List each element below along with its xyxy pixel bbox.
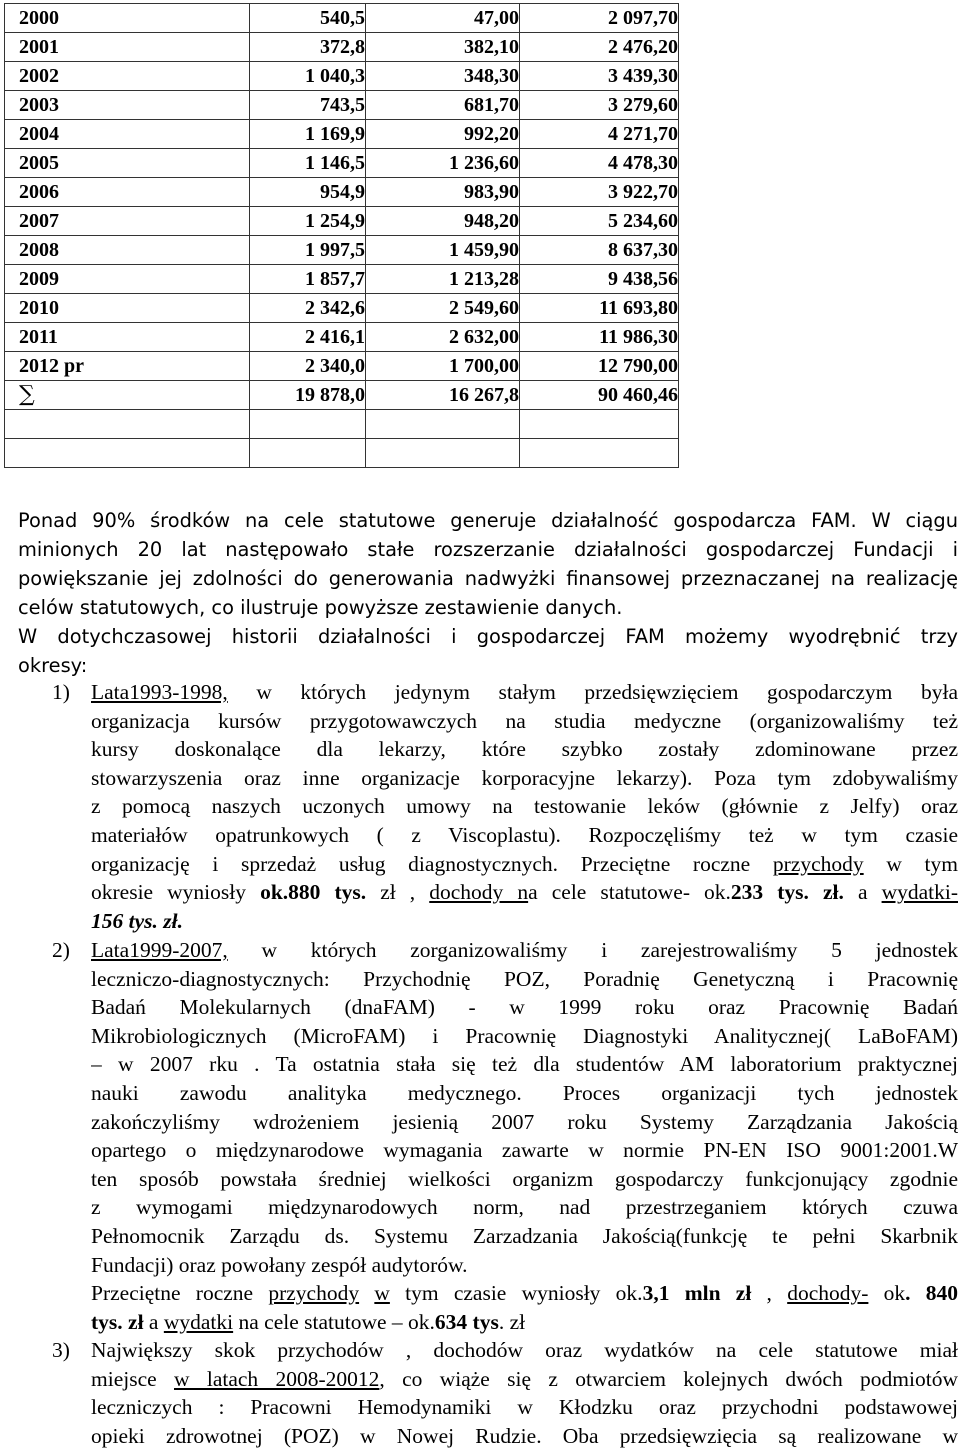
value-cell: 3 279,60 — [520, 91, 679, 120]
underlined-text: dochody- — [787, 1281, 869, 1306]
bold-value: . 840 — [905, 1281, 958, 1306]
year-cell: 2003 — [5, 91, 250, 120]
value-cell: 9 438,56 — [520, 265, 679, 294]
value-cell: 992,20 — [366, 120, 520, 149]
period-line — [91, 1365, 958, 1394]
table-row — [5, 352, 679, 381]
underlined-text: w — [374, 1281, 390, 1306]
sum-value-cell: 19 878,0 — [250, 381, 366, 410]
history-paragraph — [18, 622, 958, 680]
intro-line: minionych 20 lat następowało stałe rozszerzanie działalności gospodarczej Fundacji i — [18, 538, 958, 561]
value-cell: 11 693,80 — [520, 294, 679, 323]
list-number: 3) — [52, 1338, 70, 1362]
intro-line: powiększanie jej zdolności do generowania nadwyżki finansowej przeznaczanej na realizację — [18, 567, 958, 590]
year-cell: 2006 — [5, 178, 250, 207]
bold-value: 156 tys. zł. — [91, 908, 183, 933]
empty-cell — [250, 439, 366, 468]
value-cell: 540,5 — [250, 4, 366, 33]
period-title: Lata1999-2007, — [91, 938, 228, 962]
period-text — [359, 1281, 374, 1305]
value-cell: 372,8 — [250, 33, 366, 62]
value-cell: 1 169,9 — [250, 120, 366, 149]
history-line: okresy: — [18, 654, 88, 677]
intro-line: Ponad 90% środków na cele statutowe generuje działalność gospodarcza FAM. W ciągu — [18, 509, 958, 532]
bold-value: ok.880 tys. — [260, 880, 367, 905]
table-row — [5, 265, 679, 294]
period-line: Fundacji) oraz powołany zespół audytorów. — [91, 1252, 468, 1277]
period-text: tym czasie wyniosły ok. — [389, 1281, 643, 1306]
underlined-text: dochody n — [429, 880, 529, 905]
empty-cell — [5, 410, 250, 439]
table-row — [5, 149, 679, 178]
period-text: w których jedynym stałym przedsięwzięciem gospodarczym była — [227, 680, 958, 704]
value-cell: 1 459,90 — [366, 236, 520, 265]
empty-cell — [5, 439, 250, 468]
list-number: 2) — [52, 938, 70, 962]
value-cell: 2 632,00 — [366, 323, 520, 352]
year-cell: 2005 — [5, 149, 250, 178]
period-line: leczniczych : Pracowni Hemodynamiki w Kłodzku oraz przychodni podstawowej — [91, 1395, 958, 1420]
value-cell: 3 922,70 — [520, 178, 679, 207]
period-line: zakończyliśmy wdrożeniem jesienią 2007 roku Systemy Zarządzania Jakością — [91, 1109, 958, 1134]
period-text: Przeciętne roczne — [91, 1281, 269, 1306]
year-cell: 2007 — [5, 207, 250, 236]
period-line: Badań Molekularnych (dnaFAM) - w 1999 roku oraz Pracownię Badań — [91, 995, 958, 1020]
list-number: 1) — [52, 680, 70, 704]
value-cell: 11 986,30 — [520, 323, 679, 352]
period-line: nauki zawodu analityka medycznego. Proces organizacji tych jednostek — [91, 1080, 958, 1105]
value-cell: 2 340,0 — [250, 352, 366, 381]
period-line — [91, 1279, 958, 1308]
period-line: kursy doskonalące dla lekarzy, które szybko zostały zdominowane przez — [91, 737, 958, 762]
table-row — [5, 4, 679, 33]
value-cell: 2 097,70 — [520, 4, 679, 33]
value-cell: 382,10 — [366, 33, 520, 62]
intro-paragraph — [18, 506, 958, 622]
value-cell: 948,20 — [366, 207, 520, 236]
value-cell: 3 439,30 — [520, 62, 679, 91]
period-line: stowarzyszenia oraz inne organizacje korporacyjne lekarzy). Poza tym zdobywaliśmy — [91, 765, 958, 790]
underlined-text: w latach 2008-20012 — [174, 1366, 380, 1391]
value-cell: 2 416,1 — [250, 323, 366, 352]
period-line: opartego o międzynarodowe wymagania zawarte w normie PN-EN ISO 9001:2001.W — [91, 1138, 958, 1163]
value-cell: 983,90 — [366, 178, 520, 207]
value-cell: 8 637,30 — [520, 236, 679, 265]
period-line — [91, 678, 958, 707]
period-title: Lata1993-1998, — [91, 680, 228, 704]
underlined-text: przychody — [772, 851, 864, 876]
table-row — [5, 33, 679, 62]
sum-row — [5, 381, 679, 410]
year-cell: 2008 — [5, 236, 250, 265]
year-cell: 2000 — [5, 4, 250, 33]
period-body — [91, 1336, 958, 1450]
table-row — [5, 207, 679, 236]
value-cell: 2 342,6 — [250, 294, 366, 323]
period-text: a — [143, 1309, 164, 1334]
history-line: W dotychczasowej historii działalności i gospodarczej FAM możemy wyodrębnić trzy — [18, 625, 958, 648]
period-line — [91, 907, 958, 936]
period-text: w których zorganizowaliśmy i zarejestrowaliśmy 5 jednostek — [227, 938, 958, 962]
period-text: w tym — [863, 851, 958, 876]
underlined-text: przychody — [268, 1281, 360, 1306]
period-text: okresie wyniosły — [91, 880, 261, 905]
period-line: Pełnomocnik Zarządu ds. Systemu Zarzadzania Jakością(funkcję te pełni Skarbnik — [91, 1223, 958, 1248]
period-text: a cele statutowe- ok. — [528, 880, 731, 905]
year-cell: 2002 — [5, 62, 250, 91]
period-line — [91, 1308, 958, 1337]
underlined-text: wydatki — [163, 1309, 234, 1334]
period-body — [91, 936, 958, 1336]
year-cell: 2011 — [5, 323, 250, 352]
value-cell: 1 254,9 — [250, 207, 366, 236]
table-body — [5, 4, 679, 468]
period-line — [91, 850, 958, 879]
table-row — [5, 178, 679, 207]
value-cell: 2 549,60 — [366, 294, 520, 323]
period-text: na cele statutowe – ok. — [233, 1309, 435, 1334]
sum-value-cell: 16 267,8 — [366, 381, 520, 410]
value-cell: 348,30 — [366, 62, 520, 91]
period-text: a — [843, 880, 882, 905]
period-line: organizacja kursów przygotowawczych na studia medyczne (organizowaliśmy też — [91, 708, 958, 733]
table-row — [5, 294, 679, 323]
period-text: , co wiąże się z otwarciem kolejnych dwóch podmiotów — [379, 1366, 958, 1391]
period-line: z pomocą naszych uczonych umowy na testowanie leków (głównie z Jelfy) oraz — [91, 794, 958, 819]
value-cell: 5 234,60 — [520, 207, 679, 236]
intro-line: celów statutowych, co ilustruje powyższe zestawienie danych. — [18, 596, 623, 619]
period-line — [91, 878, 958, 907]
table-row — [5, 62, 679, 91]
value-cell: 1 236,60 — [366, 149, 520, 178]
empty-cell — [520, 439, 679, 468]
value-cell: 12 790,00 — [520, 352, 679, 381]
underlined-text: wydatki- — [881, 880, 958, 905]
year-cell: 2009 — [5, 265, 250, 294]
period-line: ten sposób powstała średniej wielkości organizm gospodarczy funkcjonujący zgodnie — [91, 1166, 958, 1191]
period-text: zł , — [366, 880, 430, 905]
year-cell: 2004 — [5, 120, 250, 149]
table-row — [5, 120, 679, 149]
sum-symbol-cell — [5, 381, 250, 410]
value-cell: 954,9 — [250, 178, 366, 207]
value-cell: 1 857,7 — [250, 265, 366, 294]
value-cell: 681,70 — [366, 91, 520, 120]
year-cell: 2001 — [5, 33, 250, 62]
value-cell: 1 997,5 — [250, 236, 366, 265]
empty-row — [5, 410, 679, 439]
empty-cell — [366, 439, 520, 468]
year-cell: 2010 — [5, 294, 250, 323]
period-text: organizację i sprzedaż usług diagnostycznych. Przeciętne roczne — [91, 851, 773, 876]
period-body — [91, 678, 958, 935]
period-text: . zł — [498, 1309, 526, 1334]
period-line: opieki zdrowotnej (POZ) w Nowej Rudzie. Oba przedsięwzięcia są realizowane w — [91, 1423, 958, 1448]
table-row — [5, 91, 679, 120]
period-text: miejsce — [91, 1366, 174, 1391]
value-cell: 2 476,20 — [520, 33, 679, 62]
value-cell: 1 213,28 — [366, 265, 520, 294]
period-line: materiałów opatrunkowych ( z Viscoplastu). Rozpoczęliśmy też w tym czasie — [91, 822, 958, 847]
table-row — [5, 236, 679, 265]
value-cell: 1 700,00 — [366, 352, 520, 381]
period-text: , — [751, 1281, 788, 1306]
period-line: – w 2007 rku . Ta ostatnia stała się też dla studentów AM laboratorium praktycznej — [91, 1052, 958, 1077]
year-cell: 2012 pr — [5, 352, 250, 381]
sum-icon: ∑ — [19, 382, 35, 407]
bold-value: 634 tys — [434, 1309, 499, 1334]
period-text: ok — [868, 1281, 906, 1306]
value-cell: 47,00 — [366, 4, 520, 33]
period-line: z wymogami międzynarodowych norm, nad przestrzeganiem których czuwa — [91, 1195, 958, 1220]
empty-row — [5, 439, 679, 468]
period-line: Mikrobiologicznych (MicroFAM) i Pracownię Diagnostyki Analitycznej( LaBoFAM) — [91, 1023, 958, 1048]
period-line: leczniczo-diagnostycznych: Przychodnię POZ, Poradnię Genetyczną i Pracownię — [91, 966, 958, 991]
empty-cell — [520, 410, 679, 439]
value-cell: 1 040,3 — [250, 62, 366, 91]
sum-value-cell: 90 460,46 — [520, 381, 679, 410]
period-line — [91, 936, 958, 965]
table-row — [5, 323, 679, 352]
financial-table — [4, 3, 679, 468]
value-cell: 1 146,5 — [250, 149, 366, 178]
bold-value: 233 tys. zł. — [730, 880, 844, 905]
period-line: Największy skok przychodów , dochodów oraz wydatków na cele statutowe miał — [91, 1338, 958, 1362]
empty-cell — [366, 410, 520, 439]
value-cell: 743,5 — [250, 91, 366, 120]
value-cell: 4 478,30 — [520, 149, 679, 178]
bold-value: 3,1 mln zł — [642, 1281, 752, 1306]
empty-cell — [250, 410, 366, 439]
bold-value: tys. zł — [91, 1309, 144, 1334]
value-cell: 4 271,70 — [520, 120, 679, 149]
